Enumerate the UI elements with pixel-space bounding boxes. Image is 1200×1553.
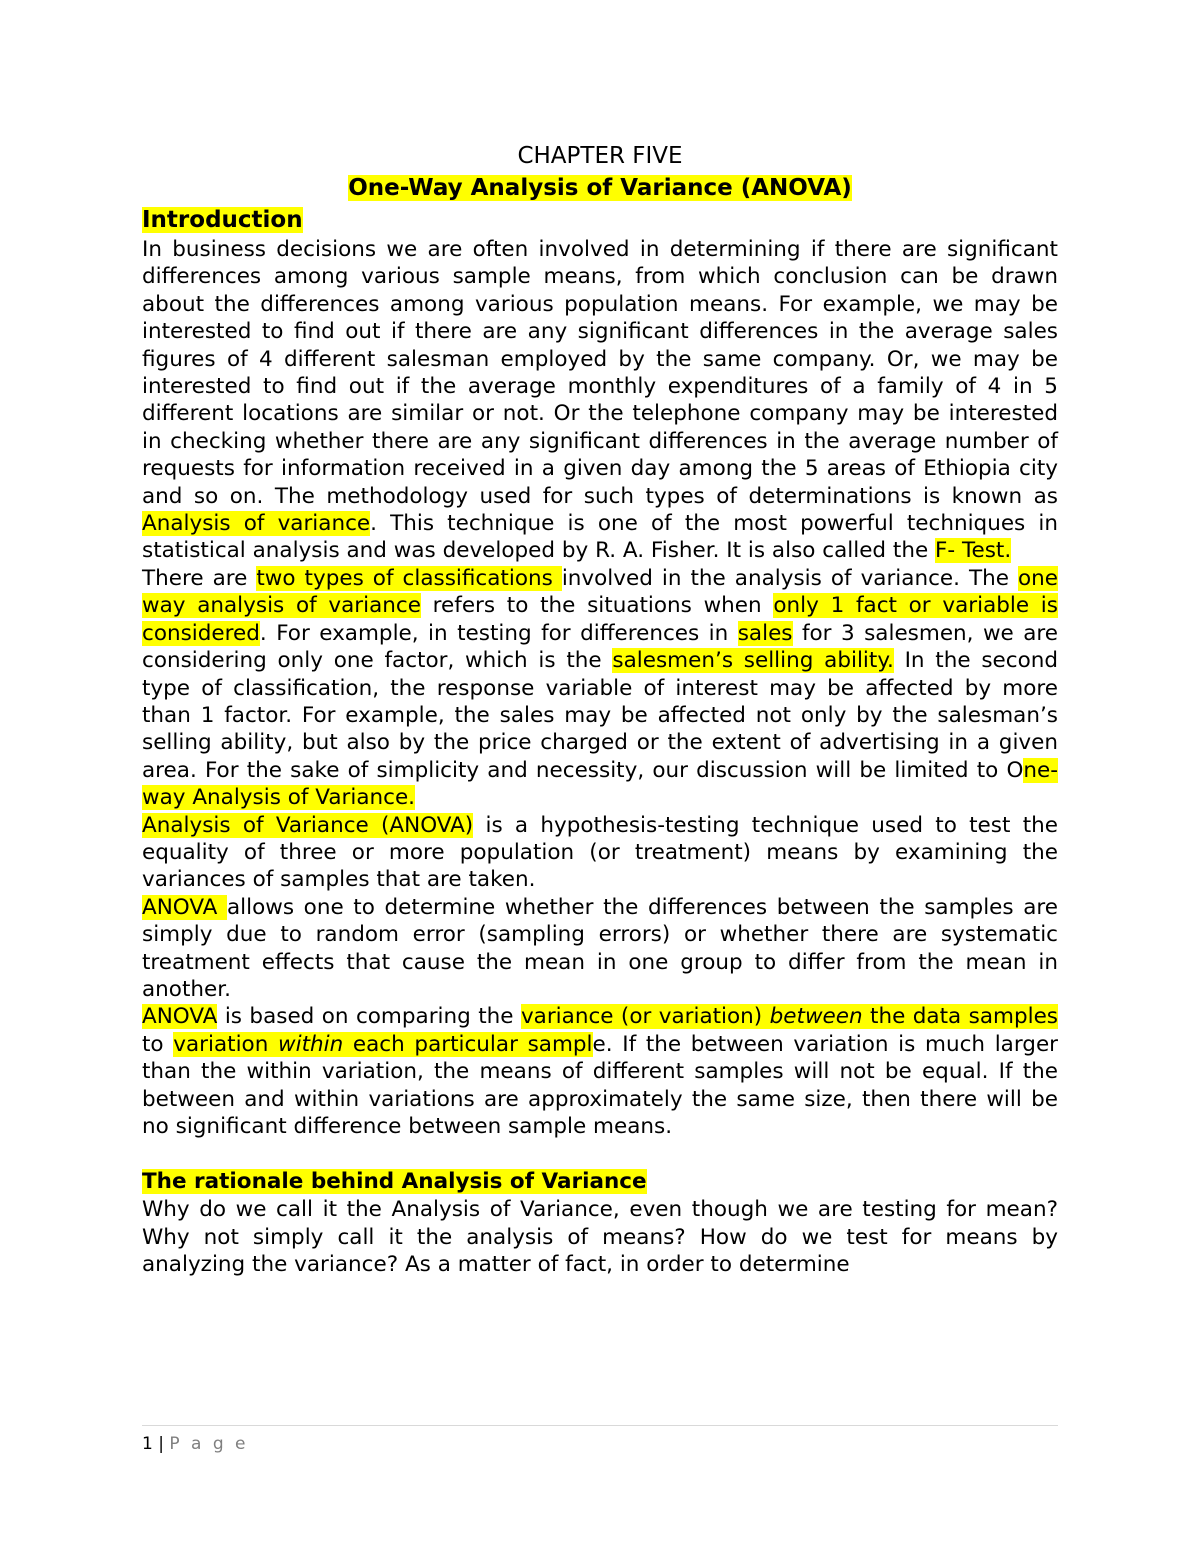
- text-run: In business decisions we are often involved in determining if there are significant differences among various sample means, from which conclusion can be drawn about the differences among various population means. For example, we may be interested to find out if there are any significant differences in the average sales figures of 4 different salesman employed by the same company. Or, we may be interested to find out if the average monthly expenditures of a family of 4 in 5 different locations are similar or not. Or the telephone company may be interested in checking whether there are any significant differences in the average number of requests for information received in a given day among the 5 areas of Ethiopia city and so on. The methodology used for such types of determinations is known as: [142, 237, 1058, 509]
- highlighted-term: the data samples: [862, 1004, 1058, 1030]
- chapter-title: CHAPTER FIVE: [517, 143, 683, 169]
- text-run: involved in the analysis of variance. The: [561, 565, 1018, 591]
- text-run: is based on comparing the: [217, 1004, 521, 1030]
- paragraph-classifications: [142, 565, 1058, 812]
- highlighted-term: sales: [737, 620, 793, 646]
- paragraph-anova-definition: [142, 812, 1058, 894]
- footer-separator: |: [158, 1434, 164, 1454]
- chapter-subtitle: [142, 172, 1058, 204]
- highlighted-term: one way analysis of variance: [142, 565, 1058, 619]
- paragraph-intro: [142, 236, 1058, 565]
- highlighted-term: variation: [173, 1031, 279, 1057]
- highlighted-term-italic: within: [278, 1031, 344, 1057]
- page-footer: [142, 1432, 249, 1456]
- text-run: refers to the situations when: [420, 593, 774, 619]
- introduction-heading-text: Introduction: [142, 207, 303, 233]
- text-run: is a hypothesis-testing technique used to test the equality of three or more population (or treatment) means by examining the variances of samples that are taken.: [142, 812, 1058, 893]
- document-body: [142, 140, 1058, 1279]
- highlighted-term: variance (or variation): [520, 1004, 770, 1030]
- page-number: 1: [142, 1434, 153, 1454]
- highlighted-term: Analysis of variance: [142, 511, 371, 537]
- highlighted-term: ne-way Analysis of Variance.: [142, 757, 1058, 811]
- paragraph-anova-comparison: [142, 1003, 1058, 1140]
- highlighted-term: salesmen’s selling ability.: [612, 648, 894, 674]
- text-run: to: [142, 1031, 174, 1057]
- highlighted-term: only 1 fact or variable is considered: [142, 593, 1058, 646]
- highlighted-term: F- Test.: [935, 538, 1012, 564]
- highlighted-term: two types of classifications: [256, 565, 562, 591]
- text-run: for 3 salesmen, we are considering only one factor, which is the: [142, 620, 1058, 674]
- text-run: There are: [142, 565, 257, 591]
- highlighted-term: ANOVA: [142, 1004, 218, 1030]
- paragraph-anova-purpose: [142, 894, 1058, 1004]
- highlighted-term: each particular sampl: [343, 1031, 593, 1057]
- introduction-heading: [142, 204, 1058, 236]
- footer-divider: [142, 1425, 1058, 1426]
- highlighted-term: ANOVA: [142, 894, 227, 920]
- page-label: P a g e: [169, 1434, 249, 1454]
- text-run: allows one to determine whether the differences between the samples are simply due to random error (sampling errors) or whether there are systematic treatment effects that cause the mean in one group to differ from the mean in another.: [142, 894, 1058, 1002]
- rationale-heading-text: The rationale behind Analysis of Variance: [142, 1169, 647, 1195]
- chapter-subtitle-text: One-Way Analysis of Variance (ANOVA): [348, 175, 852, 201]
- text-run: In the second type of classification, the response variable of interest may be affected by more than 1 factor. For example, the sales may be affected not only by the salesman’s selling ability, but also by the price charged or the extent of advertising in a given area. For the sake of simplicity and necessity, our discussion will be limited to O: [142, 648, 1058, 783]
- highlighted-term-italic: between: [769, 1004, 863, 1030]
- rationale-heading: [142, 1167, 1058, 1196]
- text-run: . This technique is one of the most powerful techniques in statistical analysis and was developed by R. A. Fisher. It is also called the: [142, 511, 1058, 564]
- text-run: . For example, in testing for differences in: [259, 620, 738, 646]
- highlighted-term: Analysis of Variance (ANOVA): [142, 812, 474, 838]
- text-run: e. If the between variation is much larger than the within variation, the means of different samples will not be equal. If the between and within variations are approximately the same size, then there will be no significant difference between sample means.: [142, 1031, 1059, 1139]
- paragraph-rationale: Why do we call it the Analysis of Variance, even though we are testing for mean? Why not simply call it the analysis of means? How do we test for means by analyzing the variance? As a matter of fact, in order to determine: [142, 1197, 1058, 1278]
